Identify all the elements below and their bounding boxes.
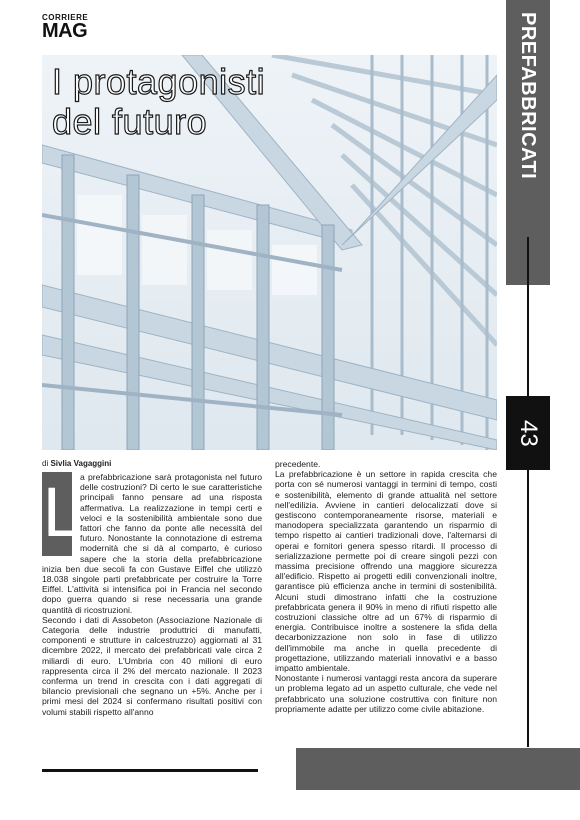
footer-rule bbox=[42, 769, 258, 772]
paragraph: precedente. bbox=[275, 459, 321, 469]
section-divider-line bbox=[527, 237, 529, 747]
paragraph: La prefabbricazione è un settore in rapida crescita che porta con sé numerosi vantaggi in termini di tempo, costi e sostenibilità, elemento di grande attualità nel settore nell'edilizia. Avviene in cantieri delocalizzati dove si gestiscono contemporaneamente risorse, materiali e manodopera specializzata garantendo un risparmio di tempo rispetto ai cantieri tradizionali dove, l'alternarsi di operai e fornitori genera spesso ritardi. Il processo di serializzazione permette poi di creare singoli pezzi con massima precisione offrendo una maggiore sicurezza all'edificio. Rispetto ai progetti edili convenzionali inoltre, garantisce più efficienza anche in termini di sostenibilità. Alcuni studi dimostrano infatti che la costruzione prefabbricata genera il 90% in meno di rifiuti rispetto alle costruzioni classiche oltre ad un 67% di risparmio di energia. Contribuisce inoltre a sostenere la sfida della decarbonizzazione non solo in fase di utilizzo dell'immobile ma anche in quella precedente di progettazione, utilizzando materiali innovativi e a basso impatto ambientale. bbox=[275, 469, 497, 674]
byline-prefix: di bbox=[42, 459, 49, 468]
footer-band bbox=[296, 748, 580, 790]
byline bbox=[42, 459, 111, 468]
masthead-line1: CORRIERE bbox=[42, 13, 89, 22]
byline-author: Sivlia Vagaggini bbox=[50, 459, 112, 468]
paragraph: a prefabbricazione sarà protagonista nel futuro delle costruzioni? Di certo le sue caratteristiche principali fanno pensare ad una risposta affermativa. La realizzazione in tempi certi e veloci e la sostenibilità ambientale sono due fattori che fanno da ponte alle necessità del futuro. Nonostante la connotazione di estrema modernità che si dà al comparto, è curioso sapere che la storia della prefabbricazione inizia ben due secoli fa con Gustave Eiffel che utilizzò 18.038 singole parti prefabbricate per costruire la Torre Eiffel. L'attività si intensifica poi in Francia nel secondo dopo guerra quando si rese necessaria una grande quantità di ricostruzioni. bbox=[42, 472, 262, 615]
paragraph: Nonostante i numerosi vantaggi resta ancora da superare un problema legato ad un aspetto culturale, che vede nel prefabbricato una soluzione costruttiva con finiture non propriamente adatte per utilizzo come civile abitazione. bbox=[275, 673, 497, 714]
title-line-1: I protagonisti bbox=[52, 61, 266, 102]
masthead-logo bbox=[42, 14, 88, 41]
paragraph: Secondo i dati di Assobeton (Associazione Nazionale di Categoria delle industrie produttrici di manufatti, componenti e strutture in calcestruzzo) aggiornati al 31 dicembre 2022, il mercato dei prefabbricati vale circa 2 miliardi di euro. L'Umbria con 40 milioni di euro rappresenta circa il 2% del mercato nazionale. Il 2023 conferma un trend in crescita con i dati aggregati di bilancio previsionali che segnano un +5%. Anche per i primi mesi del 2024 si confermano risultati positivi con volumi stabili rispetto all'anno bbox=[42, 614, 262, 717]
masthead-line2: MAG bbox=[42, 20, 88, 42]
drop-cap bbox=[42, 472, 79, 556]
title-line-2: del futuro bbox=[52, 101, 208, 142]
page-number: 43 bbox=[515, 419, 542, 447]
article-column-right bbox=[275, 459, 497, 714]
drop-cap-letter: L bbox=[42, 475, 79, 552]
article-title bbox=[52, 62, 265, 142]
article-column-left bbox=[42, 472, 262, 717]
section-label: PREFABBRICATI bbox=[517, 12, 539, 180]
